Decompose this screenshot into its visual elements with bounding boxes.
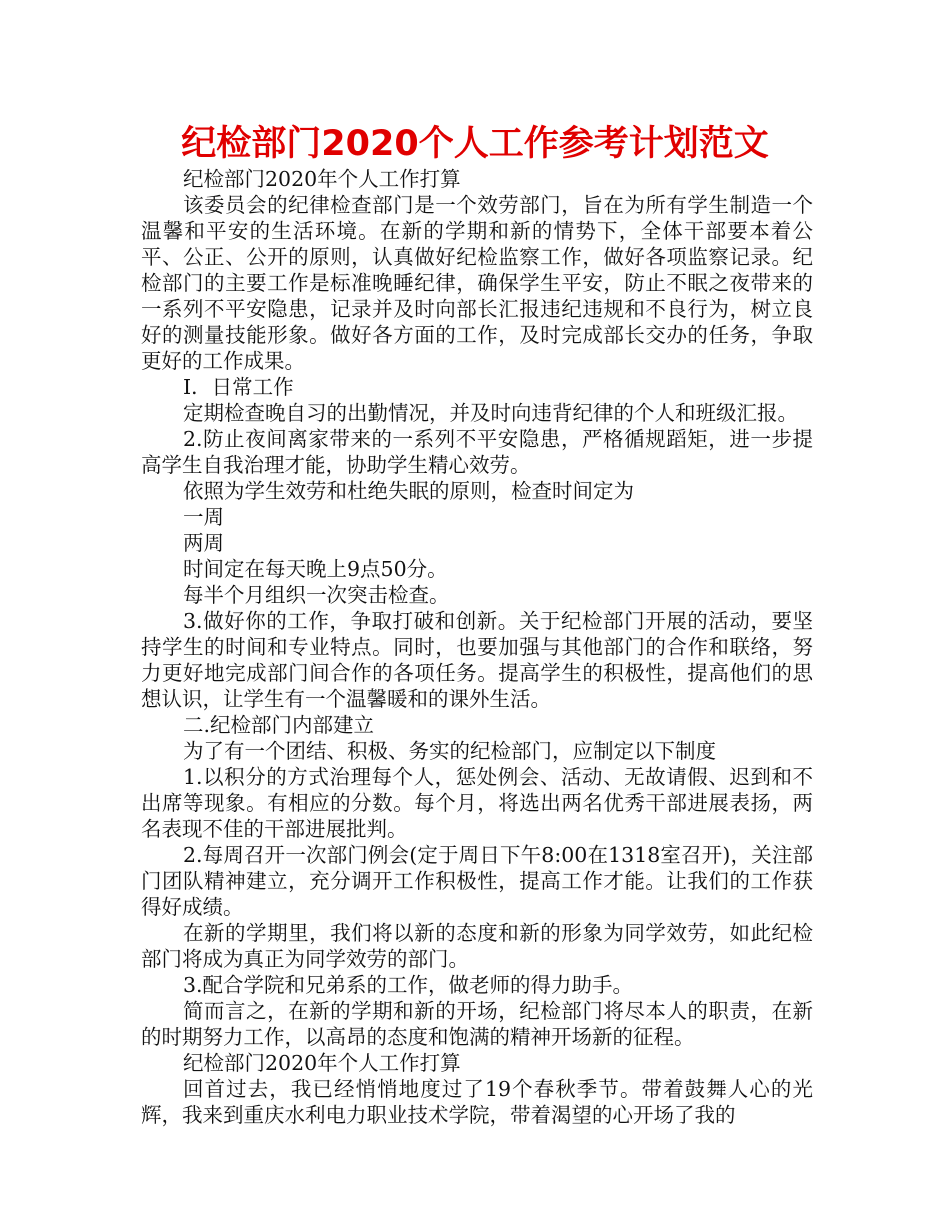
paragraph: 依照为学生效劳和杜绝失眠的原则，检查时间定为 xyxy=(183,479,634,503)
paragraph: 简而言之，在新的学期和新的开场，纪检部门将尽本人的职责，在新的时期努力工作，以高昂的态度和饱满的精神开场新的征程。 xyxy=(141,999,813,1049)
paragraph: 为了有一个团结、积极、务实的纪检部门，应制定以下制度 xyxy=(183,739,716,763)
paragraph: 二.纪检部门内部建立 xyxy=(183,713,375,737)
paragraph: 2.防止夜间离家带来的一系列不平安隐患，严格循规蹈矩，进一步提高学生自我治理才能，协助学生精心效劳。 xyxy=(141,427,813,477)
paragraph: 两周 xyxy=(183,531,224,555)
paragraph: 回首过去，我已经悄悄地度过了19个春秋季节。带着鼓舞人心的光辉，我来到重庆水利电力职业技术学院，带着渴望的心开场了我的 xyxy=(141,1077,813,1127)
paragraph: 时间定在每天晚上9点50分。 xyxy=(183,557,448,581)
paragraph: I．日常工作 xyxy=(183,375,294,399)
paragraph: 纪检部门2020年个人工作打算 xyxy=(183,167,461,191)
document-title: 纪检部门2020个人工作参考计划范文 xyxy=(181,124,769,164)
paragraph: 3.做好你的工作，争取打破和创新。关于纪检部门开展的活动，要坚持学生的时间和专业特点。同时，也要加强与其他部门的合作和联络，努力更好地完成部门间合作的各项任务。提高学生的积极性，提高他们的思想认识，让学生有一个温馨暖和的课外生活。 xyxy=(141,609,813,711)
paragraph: 该委员会的纪律检查部门是一个效劳部门，旨在为所有学生制造一个温馨和平安的生活环境。在新的学期和新的情势下，全体干部要本着公平、公正、公开的原则，认真做好纪检监察工作，做好各项监察记录。纪检部门的主要工作是标准晚睡纪律，确保学生平安，防止不眠之夜带来的一系列不平安隐患，记录并及时向部长汇报违纪违规和不良行为，树立良好的测量技能形象。做好各方面的工作，及时完成部长交办的任务，争取更好的工作成果。 xyxy=(141,193,813,373)
paragraph: 1.以积分的方式治理每个人，惩处例会、活动、无故请假、迟到和不出席等现象。有相应的分数。每个月，将选出两名优秀干部进展表扬，两名表现不佳的干部进展批判。 xyxy=(141,765,813,841)
document-body xyxy=(141,166,813,1128)
paragraph: 3.配合学院和兄弟系的工作，做老师的得力助手。 xyxy=(183,973,634,997)
paragraph: 2.每周召开一次部门例会(定于周日下午8:00在1318室召开)，关注部门团队精神建立，充分调开工作积极性，提高工作才能。让我们的工作获得好成绩。 xyxy=(141,843,813,919)
paragraph: 纪检部门2020年个人工作打算 xyxy=(183,1051,461,1075)
paragraph: 一周 xyxy=(183,505,224,529)
paragraph: 在新的学期里，我们将以新的态度和新的形象为同学效劳，如此纪检部门将成为真正为同学效劳的部门。 xyxy=(141,921,813,971)
paragraph: 定期检查晚自习的出勤情况，并及时向违背纪律的个人和班级汇报。 xyxy=(183,401,798,425)
paragraph: 每半个月组织一次突击检查。 xyxy=(183,583,450,607)
